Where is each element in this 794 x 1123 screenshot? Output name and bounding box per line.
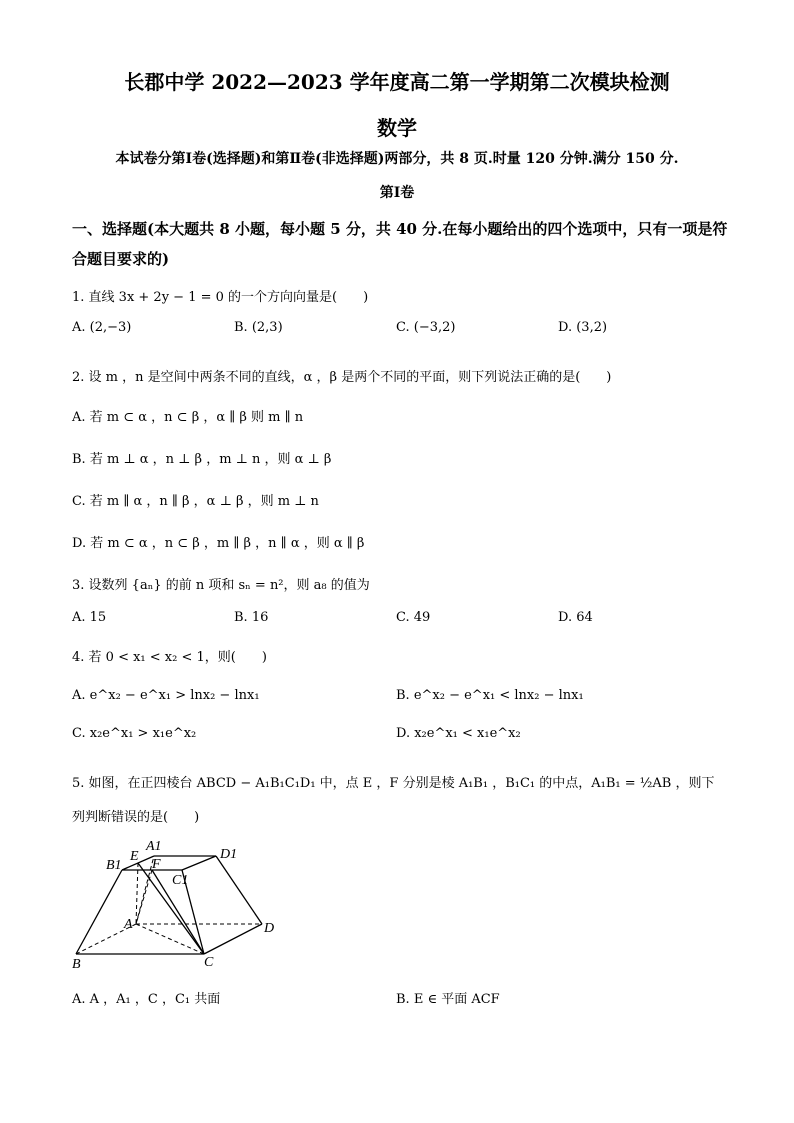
volume-heading: 第Ⅰ卷 [379,185,415,201]
question-2-option-d: D. 若 m ⊂ α ，n ⊂ β ，m ∥ β ，n ∥ α ，则 α ∥ β [72,536,365,551]
question-1-stem: 1. 直线 3x + 2y − 1 = 0 的一个方向向量是( ) [72,290,369,305]
question-2-option-b: B. 若 m ⊥ α ，n ⊥ β ，m ⊥ n ，则 α ⊥ β [72,452,332,467]
question-5-stem-line-2: 列判断错误的是( ) [72,810,200,825]
exam-note: 本试卷分第Ⅰ卷(选择题)和第Ⅱ卷(非选择题)两部分，共 8 页.时量 120 分钟.满分 150 分. [115,151,679,167]
question-3-option-d: D. 64 [558,610,593,625]
label-B: B [72,957,81,972]
label-D1: D1 [220,847,238,862]
section-heading: 一、选择题(本大题共 8 小题，每小题 5 分，共 40 分.在每小题给出的四个选项中，只有一项是符合题目要求的) [72,220,728,268]
question-2-option-a: A. 若 m ⊂ α ，n ⊂ β ，α ∥ β 则 m ∥ n [72,410,304,425]
question-4-option-c: C. x₂e^x₁ > x₁e^x₂ [72,726,197,741]
question-4-option-a: A. e^x₂ − e^x₁ > lnx₂ − lnx₁ [72,688,260,703]
label-F: F [152,857,161,872]
label-C1: C1 [172,873,189,888]
question-1-option-c: C. (−3,2) [396,320,456,335]
question-2-option-c: C. 若 m ∥ α ，n ∥ β ，α ⊥ β ，则 m ⊥ n [72,494,319,509]
question-2-stem: 2. 设 m ，n 是空间中两条不同的直线，α ，β 是两个不同的平面，则下列说法正确的是( ) [72,370,612,385]
label-A1: A1 [146,839,162,854]
question-1-option-b: B. (2,3) [234,320,283,335]
frustum-figure [64,836,294,972]
question-3-option-a: A. 15 [72,610,107,625]
exam-title: 长郡中学 2022—2023 学年度高二第一学期第二次模块检测 [124,70,670,94]
question-4-option-b: B. e^x₂ − e^x₁ < lnx₂ − lnx₁ [396,688,584,703]
exam-subject: 数学 [377,116,417,140]
question-1-option-d: D. (3,2) [558,320,608,335]
label-A: A [124,917,133,932]
label-B1: B1 [106,858,122,873]
label-E: E [130,849,139,864]
question-5-option-a: A. A ，A₁ ，C ，C₁ 共面 [72,992,221,1007]
question-4-stem: 4. 若 0 < x₁ < x₂ < 1，则( ) [72,650,267,665]
label-C: C [204,955,214,970]
question-4-option-d: D. x₂e^x₁ < x₁e^x₂ [396,726,521,741]
question-5-stem-line-1: 5. 如图，在正四棱台 ABCD − A₁B₁C₁D₁ 中，点 E ，F 分别是棱 A₁B₁ ，B₁C₁ 的中点，A₁B₁ = ½AB ，则下 [72,776,715,791]
label-D: D [264,921,275,936]
question-3-stem: 3. 设数列 {aₙ} 的前 n 项和 sₙ = n²，则 a₈ 的值为 [72,578,370,593]
question-1-option-a: A. (2,−3) [72,320,132,335]
question-5-option-b: B. E ∈ 平面 ACF [396,992,500,1007]
question-3-option-b: B. 16 [234,610,269,625]
question-3-option-c: C. 49 [396,610,431,625]
